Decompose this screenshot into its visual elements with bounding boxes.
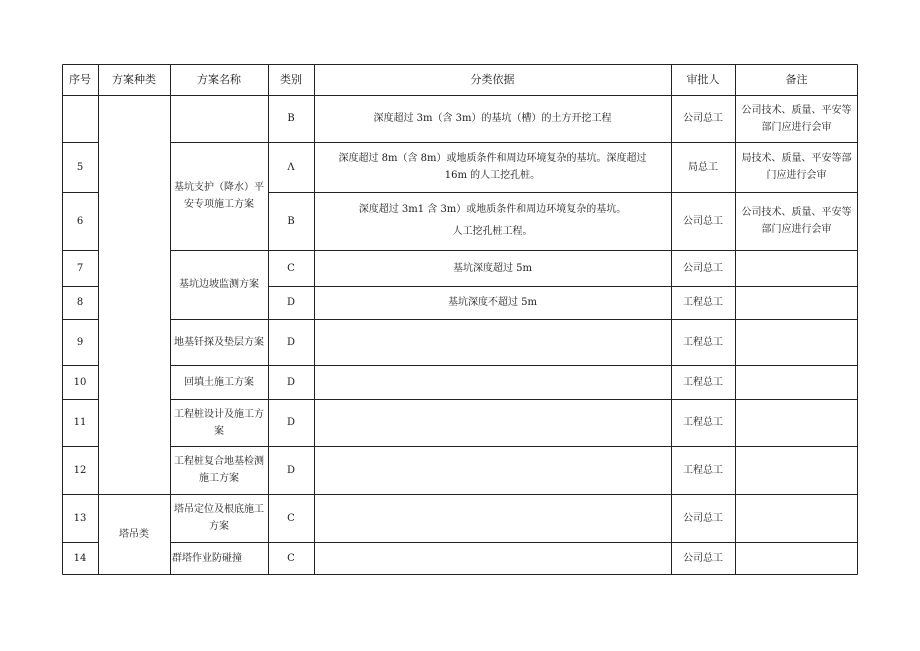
cell-category: C (287, 553, 295, 564)
cell-basis (314, 319, 671, 365)
cell-remarks: 公司技术、质量、平安等 部门应进行会审 (741, 104, 852, 133)
cell-category: D (286, 336, 296, 348)
cell-plan-name: 工程桩设计及施工方 案 (174, 408, 264, 437)
cell-seq: 14 (73, 553, 87, 564)
cell-approver: 公司总工 (683, 113, 723, 124)
cell-approver: 工程总工 (683, 336, 723, 348)
cell-basis (314, 365, 671, 399)
cell-approver: 工程总工 (683, 297, 723, 308)
cell-seq: 8 (76, 297, 84, 308)
cell-remarks: 局技术、质量、平安等部 门应进行会审 (741, 153, 852, 181)
cell-seq: 9 (76, 336, 84, 348)
cell-plan-name: 地基钎探及垫层方案 (174, 336, 264, 348)
cell-approver: 公司总工 (683, 512, 723, 524)
cell-remarks: 公司技术、质量、平安等 部门应进行会审 (741, 207, 852, 235)
cell-basis: 深度超过 3m1 含 3m）或地质条件和周边环境复杂的基坑。 人工挖孔桩工程。 (358, 204, 627, 237)
cell-plan-name: 塔吊定位及根底施工 方案 (174, 504, 264, 532)
cell-remarks (735, 399, 858, 446)
header-seq: 序号 (69, 73, 91, 86)
cell-approver: 公司总工 (683, 553, 723, 564)
cell-category: D (286, 376, 296, 388)
cell-plan-name (170, 95, 268, 142)
cell-approver: 工程总工 (683, 464, 723, 476)
cell-remarks (735, 542, 858, 575)
cell-seq: 6 (76, 215, 84, 227)
header-basis: 分类依据 (470, 73, 515, 86)
cell-remarks (735, 494, 858, 542)
cell-seq: 12 (73, 464, 87, 476)
cell-seq: 10 (73, 376, 87, 388)
cell-approver: 工程总工 (683, 417, 723, 428)
cell-approver: 工程总工 (683, 376, 723, 388)
cell-remarks (735, 250, 858, 286)
header-remarks: 备注 (785, 73, 808, 86)
cell-seq: 5 (76, 161, 84, 173)
classification-table (62, 64, 858, 575)
cell-category: C (287, 262, 295, 274)
cell-seq (62, 95, 98, 142)
cell-basis: 深度超过 8m（含 8m）或地质条件和周边环境复杂的基坑。深度超过 16m 的人工挖孔桩。 (338, 153, 647, 181)
cell-category: B (287, 113, 295, 124)
header-approver: 审批人 (686, 73, 720, 86)
cell-remarks (735, 446, 858, 494)
cell-plan-name: 基坑支护（降水）平 安专项施工方案 (174, 182, 264, 210)
cell-category: Λ (287, 161, 295, 173)
header-plan-name: 方案名称 (197, 73, 241, 86)
cell-plan-name: 回填土施工方案 (184, 376, 254, 388)
header-plan-type: 方案种类 (112, 73, 156, 86)
cell-category: D (286, 417, 296, 428)
cell-remarks (735, 365, 858, 399)
cell-category: C (287, 512, 295, 524)
cell-category: D (286, 464, 296, 476)
cell-seq: 7 (76, 262, 84, 274)
cell-approver: 公司总工 (683, 262, 723, 274)
cell-approver: 公司总工 (683, 215, 723, 227)
cell-seq: 11 (73, 417, 87, 428)
cell-remarks (735, 319, 858, 365)
cell-category: D (286, 297, 296, 308)
cell-basis (314, 399, 671, 446)
cell-approver: 局总工 (688, 161, 718, 173)
cell-seq: 13 (73, 512, 87, 524)
cell-basis: 基坑深度超过 5m (452, 262, 533, 274)
cell-plan-type (98, 95, 170, 494)
cell-category: B (287, 215, 295, 227)
cell-basis (314, 542, 671, 575)
cell-basis (314, 494, 671, 542)
cell-basis: 基坑深度不超过 5m (447, 297, 538, 308)
header-category: 类别 (280, 73, 302, 86)
cell-plan-name: 基坑边坡监测方案 (179, 279, 259, 290)
cell-plan-type: 塔吊类 (119, 529, 149, 540)
cell-remarks (735, 286, 858, 319)
cell-plan-name: 群塔作业防碰撞 (172, 553, 242, 564)
cell-basis: 深度超过 3m（含 3m）的基坑（槽）的土方开挖工程 (373, 113, 612, 124)
cell-basis (314, 446, 671, 494)
cell-plan-name: 工程桩复合地基检测 施工方案 (174, 456, 264, 484)
